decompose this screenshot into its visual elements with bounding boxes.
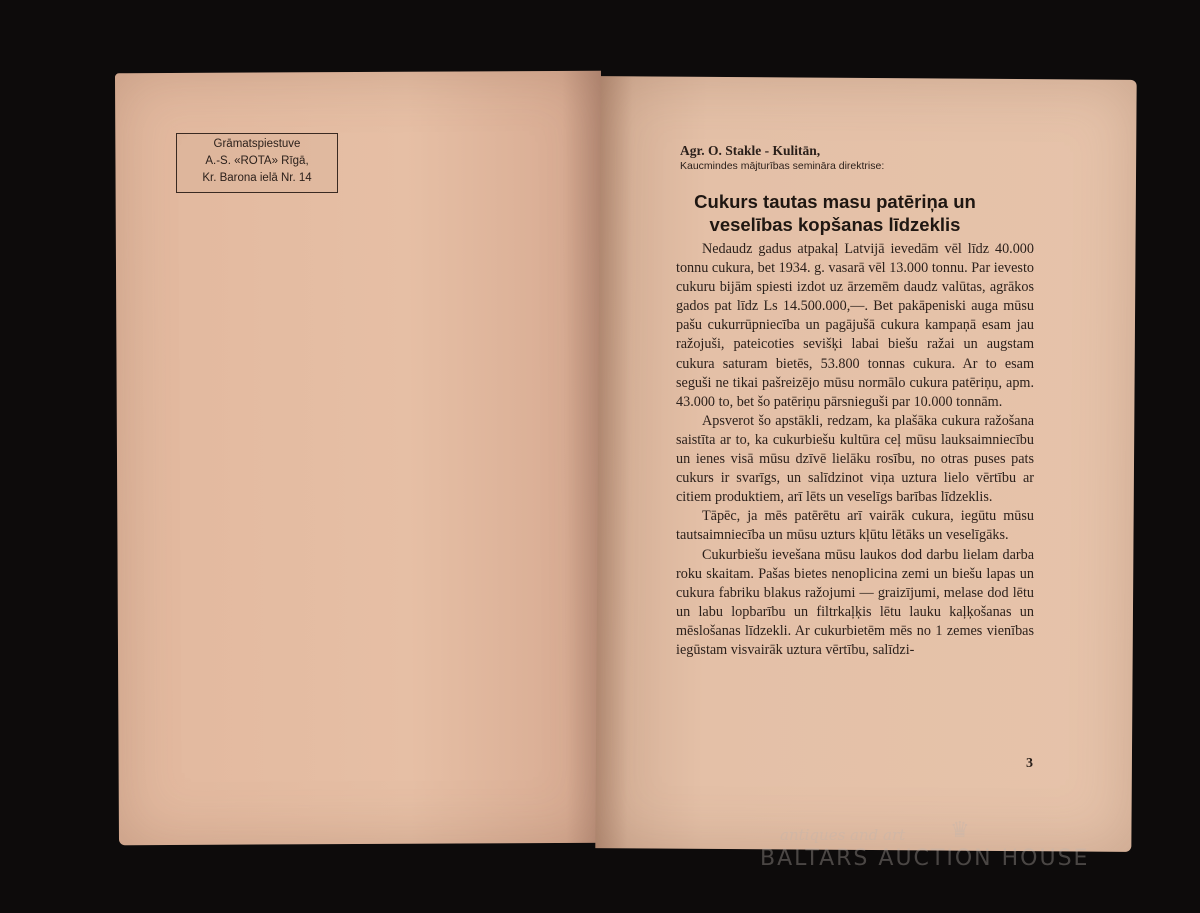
title-line-2: veselības kopšanas līdzeklis xyxy=(709,214,961,235)
page-number: 3 xyxy=(1026,756,1033,771)
article-title xyxy=(670,190,1000,236)
printer-address: Kr. Barona ielā Nr. 14 xyxy=(202,172,312,184)
crown-icon: ♛ xyxy=(950,818,970,843)
author-name: Agr. O. Stakle - Kulitān, xyxy=(680,143,821,158)
printer-stamp xyxy=(176,133,338,193)
watermark-house-name: BALTARS AUCTION HOUSE xyxy=(760,846,1090,871)
paragraph-1: Nedaudz gadus atpakaļ Latvijā ievedām vēl līdz 40.000 tonnu cukura, bet 1934. g. vasarā vēl 13.000 tonnu. Par ievesto cukuru bijām spiesti izdot uz ārzemēm daudz valūtas, agrākos gados pat līdz Ls 14.500.000,—. Bet pakāpeniski auga mūsu pašu cukurrūpniecība un pagājušā cukura kampaņā esam jau ražojuši, pateicoties sevišķi labai biešu ražai un augstam cukura saturam bietēs, 53.800 tonnas cukura. Ar to esam seguši ne tikai pašreizējo mūsu normālo cukura patēriņu, apm. 43.000 to, bet šo patēriņu pārsnieguši par 10.000 tonnām. xyxy=(676,241,1034,410)
title-line-1: Cukurs tautas masu patēriņa un xyxy=(694,191,976,212)
article-body xyxy=(676,240,1034,660)
paragraph-4: Cukurbiešu ievešana mūsu laukos dod darbu lielam darba roku skaitam. Pašas bietes nenoplicina zemi un biešu lapas un cukura fabriku blakus ražojumi — graizījumi, melase dod lētu un labu lopbarību un filtrkaļķis lētu lauku kaļķošanas un mēslošanas līdzekli. Ar cukurbietēm mēs no 1 zemes vienības iegūstam visvairāk uztura vērtību, salīdzi- xyxy=(676,546,1034,658)
author-affiliation: Kaucmindes mājturības semināra direktrise: xyxy=(680,160,885,172)
printer-name: Grāmatspiestuve xyxy=(213,138,301,150)
paragraph-2: Apsverot šo apstākli, redzam, ka plašāka cukura ražošana saistīta ar to, ka cukurbiešu kultūra ceļ mūsu lauksaimniecību un ienes visā mūsu dzīvē lielāku rosību, no otras puses pats cukurs ir svarīgs, un salīdzinot viņa uztura lielo vērtību ar citiem produktiem, arī lēts un veselīgs barības līdzeklis. xyxy=(676,412,1034,506)
paragraph-3: Tāpēc, ja mēs patērētu arī vairāk cukura, iegūtu mūsu tautsaimniecība un mūsu uzturs kļūtu lētāks un veselīgāks. xyxy=(676,508,1034,544)
watermark-tagline: antiques and art xyxy=(780,826,906,844)
printer-company: A.-S. «ROTA» Rīgā, xyxy=(205,155,309,167)
auction-watermark xyxy=(760,818,1120,874)
